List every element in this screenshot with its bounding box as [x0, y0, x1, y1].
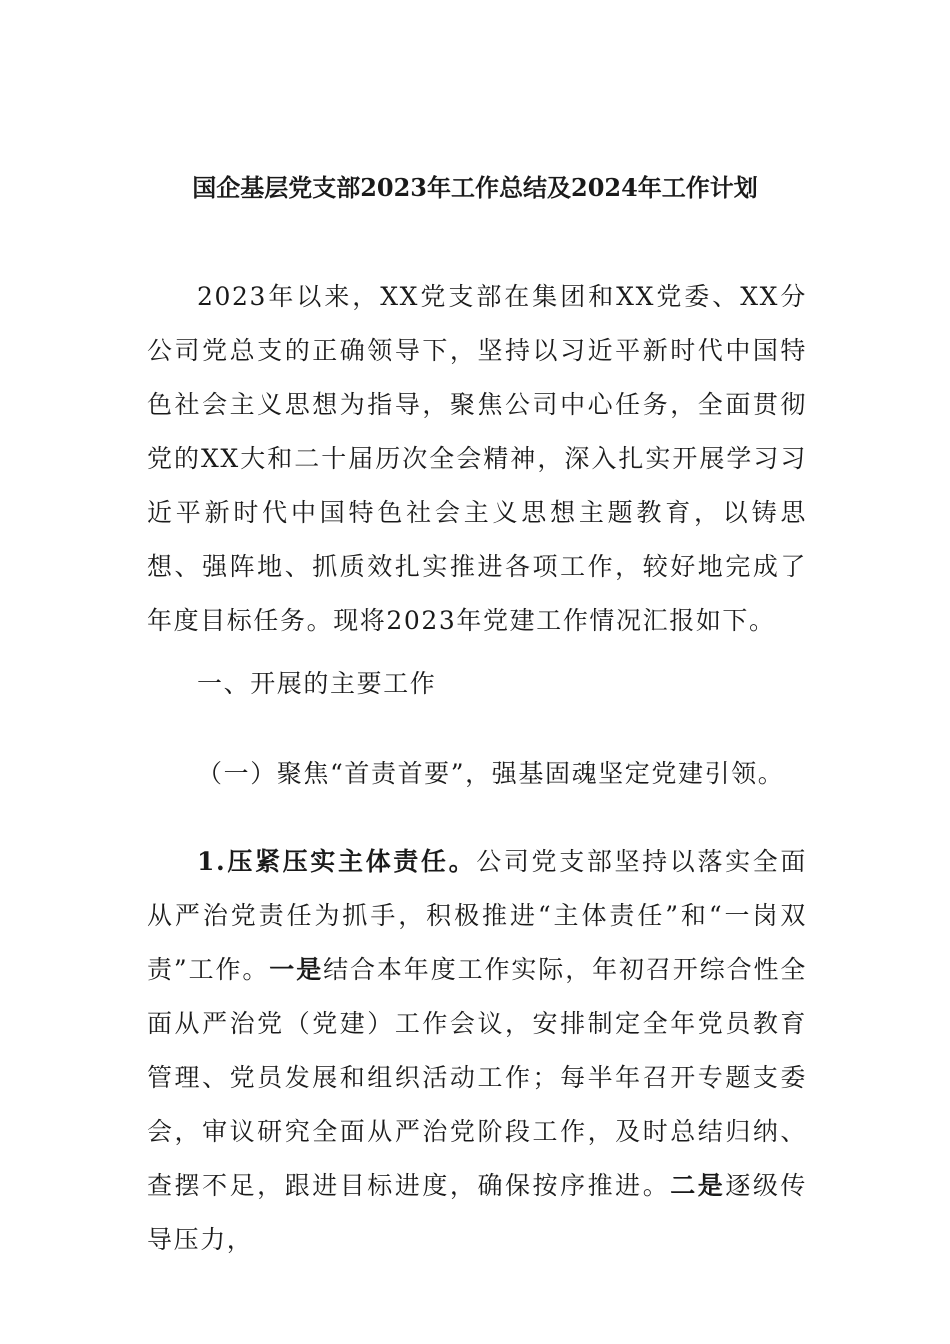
item-marker-second: 二是 [670, 1171, 726, 1200]
item-paragraph [147, 835, 807, 1267]
document-title: 国企基层党支部2023年工作总结及2024年工作计划 [192, 173, 758, 202]
item-text-c: 逐级传导压力， [147, 1171, 807, 1254]
item-lead: 1.压紧压实主体责任。 [197, 847, 477, 876]
section-heading: 一、开展的主要工作 [197, 669, 437, 698]
item-marker-first: 一是 [269, 955, 324, 984]
intro-paragraph: 2023年以来，XX党支部在集团和XX党委、XX分公司党总支的正确领导下，坚持以习近平新时代中国特色社会主义思想为指导，聚焦公司中心任务，全面贯彻党的XX大和二十届历次全会精神，深入扎实开展学习习近平新时代中国特色社会主义思想主题教育，以铸思想、强阵地、抓质效扎实推进各项工作，较好地完成了年度目标任务。现将2023年党建工作情况汇报如下。 [147, 282, 807, 635]
item-text-b: 结合本年度工作实际，年初召开综合性全面从严治党（党建）工作会议，安排制定全年党员教育管理、党员发展和组织活动工作；每半年召开专题支委会，审议研究全面从严治党阶段工作，及时总结归纳、查摆不足，跟进目标进度，确保按序推进。 [147, 955, 808, 1200]
item-text-a: 公司党支部坚持以落实全面从严治党责任为抓手，积极推进“主体责任”和“一岗双责”工作。 [147, 847, 808, 984]
subsection-heading: （一）聚焦“首责首要”，强基固魂坚定党建引领。 [197, 759, 785, 788]
